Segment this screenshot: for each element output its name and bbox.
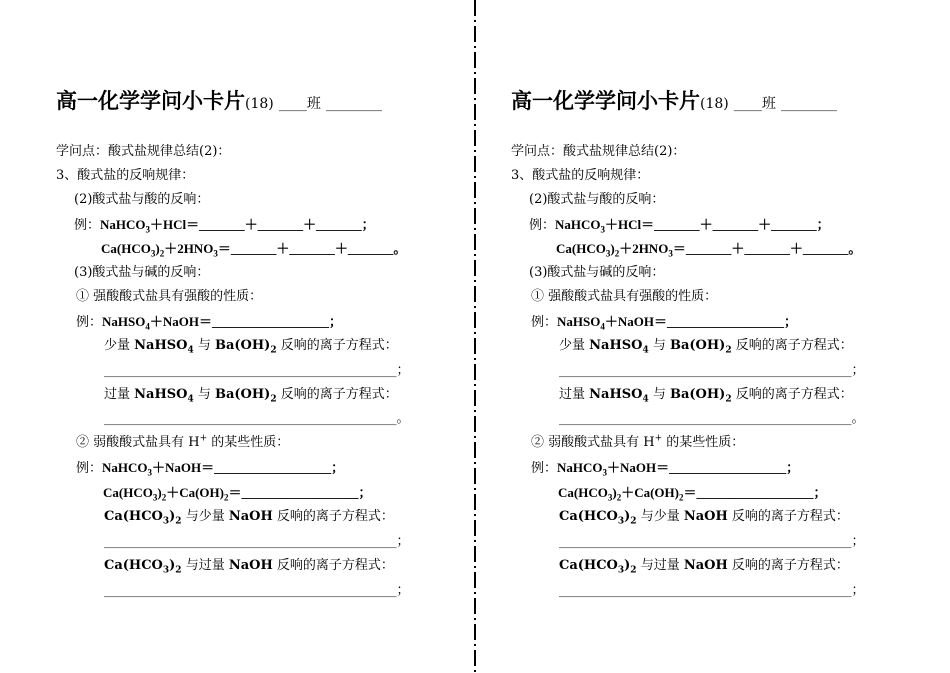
ex1-reaction: NaHCO$_3$＋HCl＝_______＋_______＋_______；: [555, 217, 830, 235]
ex3-reaction: NaHSO$_4$＋NaOH＝__________________；: [557, 314, 798, 332]
title-text: 高一化学学问小卡片: [511, 89, 700, 113]
answer-line-4: _____________________________________________；: [559, 583, 865, 598]
example-3: [76, 314, 342, 331]
answer-line-3: _____________________________________________；: [559, 534, 865, 549]
excess-naoh-question: $Ca(HCO_3)_2$ 与过量 NaOH 反响的离子方程式：: [104, 558, 394, 576]
example-label: 例：: [531, 461, 558, 476]
example-label: 例：: [74, 218, 101, 233]
example-2: $Ca(HCO_3)_2+2HNO_3=\_\_\_\_\_\_\_+\_\_\_\_\_\_\_+\_\_\_\_\_\_\_$。: [556, 241, 862, 259]
little-nahso4-question: 少量 NaHSO$_4$ 与 $Ba(OH)_2$ 反响的离子方程式：: [559, 338, 853, 356]
little-naoh-question: $Ca(HCO_3)_2$ 与少量 NaOH 反响的离子方程式：: [559, 509, 849, 527]
ex1-reaction: NaHCO$_3$＋HCl＝_______＋_______＋_______；: [100, 217, 375, 235]
class-label: 班: [761, 96, 776, 112]
answer-line-3: _____________________________________________；: [104, 534, 410, 549]
title-number: (18): [245, 96, 274, 112]
subsection-3-heading: (3)酸式盐与碱的反响：: [74, 265, 210, 280]
class-blank: ____: [278, 96, 307, 112]
subsection-2-heading: (2)酸式盐与酸的反响：: [529, 192, 665, 207]
example-4: [531, 460, 799, 477]
answer-line-2: _____________________________________________。: [559, 411, 865, 426]
little-nahso4-question: 少量 NaHSO$_4$ 与 $Ba(OH)_2$ 反响的离子方程式：: [104, 338, 398, 356]
little-naoh-question: $Ca(HCO_3)_2$ 与少量 NaOH 反响的离子方程式：: [104, 509, 394, 527]
example-5: $Ca(HCO_3)_2+Ca(OH)_2=\_\_\_\_\_\_\_\_\_\_\_\_\_\_\_\_\_\_$；: [103, 485, 372, 503]
ex4-reaction: NaHCO$_3$＋NaOH＝__________________；: [102, 460, 345, 478]
example-label: 例：: [531, 315, 558, 330]
knowledge-card-right: [511, 0, 931, 673]
example-4: [76, 460, 344, 477]
strong-acid-salt-heading: ① 强酸酸式盐具有强酸的性质：: [531, 289, 718, 304]
class-label: 班: [306, 96, 321, 112]
answer-line-4: _____________________________________________；: [104, 583, 410, 598]
answer-line-1: _____________________________________________；: [559, 363, 865, 378]
ex3-reaction: NaHSO$_4$＋NaOH＝__________________；: [102, 314, 343, 332]
example-label: 例：: [76, 315, 103, 330]
example-label: 例：: [529, 218, 556, 233]
weak-acid-salt-heading: ② 弱酸酸式盐具有 H+ 的某些性质：: [531, 433, 745, 450]
name-blank: ________: [325, 96, 382, 112]
answer-line-1: _____________________________________________；: [104, 363, 410, 378]
section-3-heading: 3、酸式盐的反响规律：: [511, 168, 650, 183]
weak-acid-salt-heading: ② 弱酸酸式盐具有 H+ 的某些性质：: [76, 433, 290, 450]
answer-line-2: _____________________________________________。: [104, 411, 410, 426]
example-5: $Ca(HCO_3)_2+Ca(OH)_2=\_\_\_\_\_\_\_\_\_\_\_\_\_\_\_\_\_\_$；: [558, 485, 827, 503]
example-label: 例：: [76, 461, 103, 476]
card-title: [511, 88, 837, 117]
card-title: [56, 88, 382, 117]
section-3-heading: 3、酸式盐的反响规律：: [56, 168, 195, 183]
strong-acid-salt-heading: ① 强酸酸式盐具有强酸的性质：: [76, 289, 263, 304]
example-2: $Ca(HCO_3)_2+2HNO_3=\_\_\_\_\_\_\_+\_\_\_\_\_\_\_+\_\_\_\_\_\_\_$。: [101, 241, 407, 259]
example-1: [74, 217, 375, 234]
example-1: [529, 217, 830, 234]
excess-nahso4-question: 过量 NaHSO$_4$ 与 $Ba(OH)_2$ 反响的离子方程式：: [104, 387, 398, 405]
subsection-2-heading: (2)酸式盐与酸的反响：: [74, 192, 210, 207]
excess-nahso4-question: 过量 NaHSO$_4$ 与 $Ba(OH)_2$ 反响的离子方程式：: [559, 387, 853, 405]
excess-naoh-question: $Ca(HCO_3)_2$ 与过量 NaOH 反响的离子方程式：: [559, 558, 849, 576]
example-3: [531, 314, 797, 331]
dashed-cut-line: [473, 0, 477, 673]
subsection-3-heading: (3)酸式盐与碱的反响：: [529, 265, 665, 280]
knowledge-point: 学问点：酸式盐规律总结(2)：: [511, 144, 686, 159]
name-blank: ________: [780, 96, 837, 112]
knowledge-card-left: [56, 0, 476, 673]
ex4-reaction: NaHCO$_3$＋NaOH＝__________________；: [557, 460, 800, 478]
title-text: 高一化学学问小卡片: [56, 89, 245, 113]
knowledge-point: 学问点：酸式盐规律总结(2)：: [56, 144, 231, 159]
class-blank: ____: [733, 96, 762, 112]
title-number: (18): [700, 96, 729, 112]
